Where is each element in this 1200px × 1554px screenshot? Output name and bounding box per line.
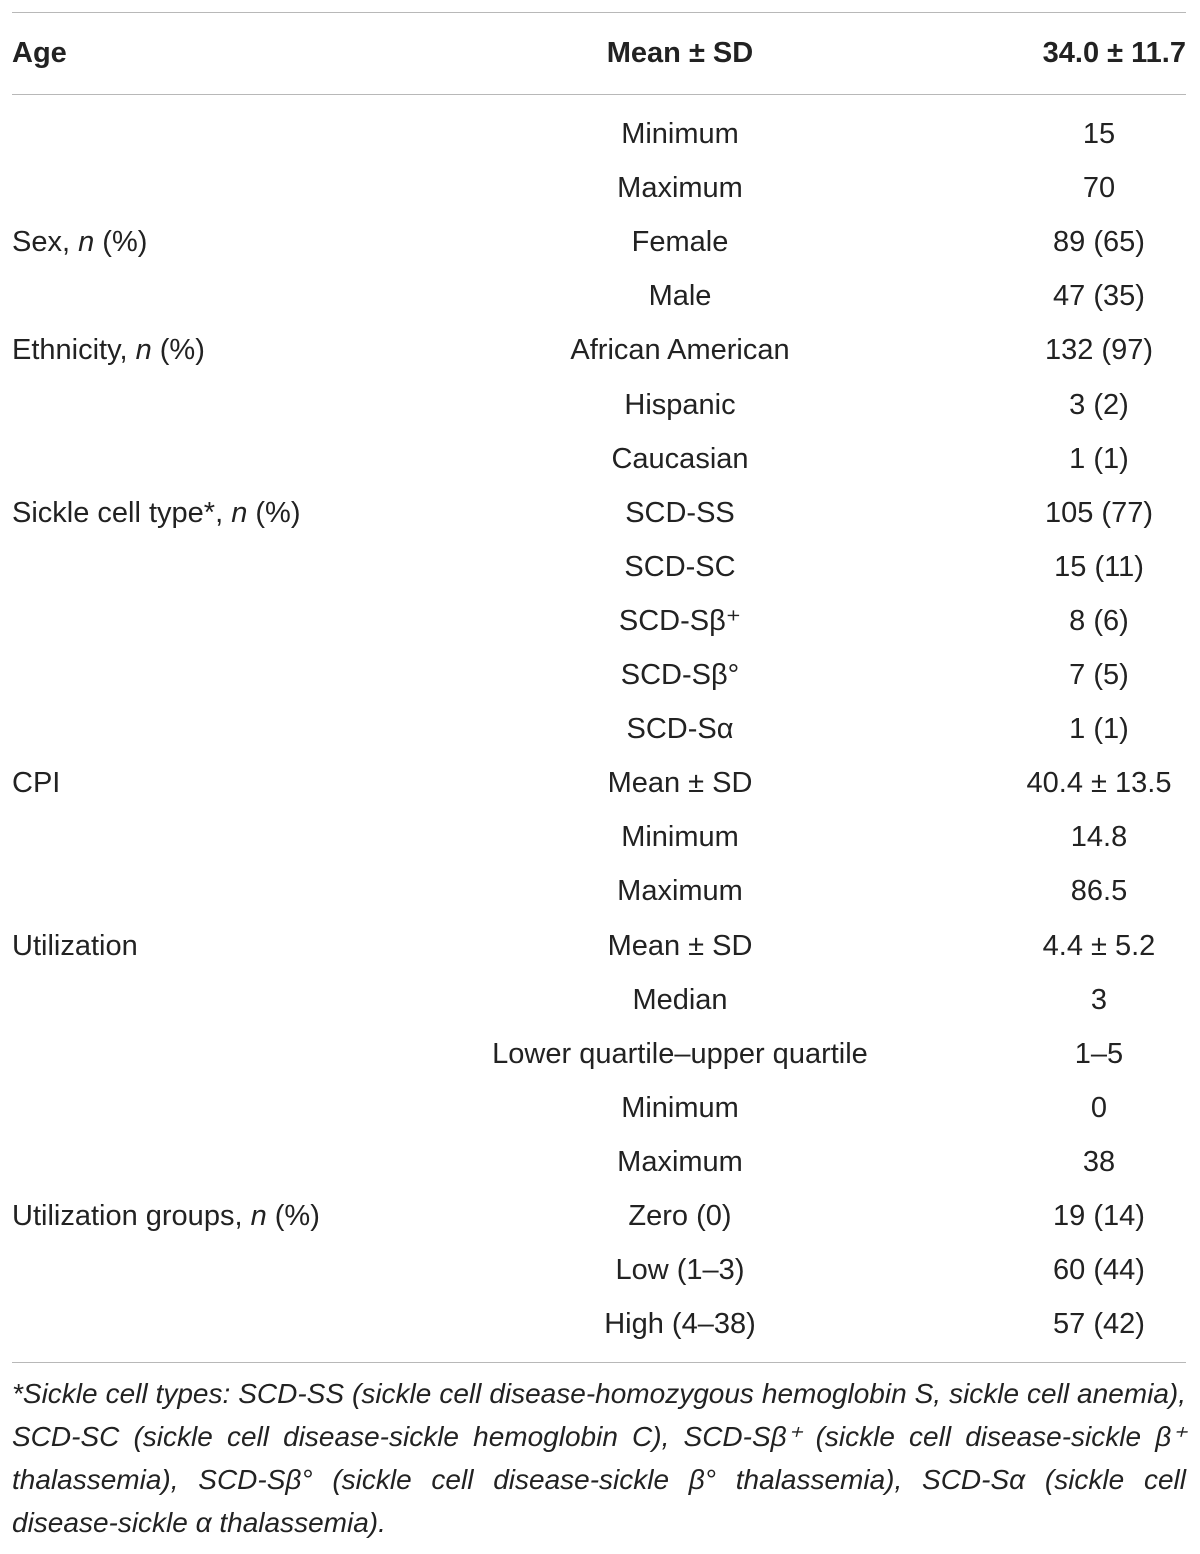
footnote: *Sickle cell types: SCD-SS (sickle cell disease-homozygous hemoglobin S, sickle cell anemia), SCD-SC (sickle cell disease-sickle hemoglobin C), SCD-Sβ⁺ (sickle cell disease-sickle β⁺ thalassemia), SCD-Sβ° (sickle cell disease-sickle β° thalassemia), SCD-Sα (sickle cell disease-sickle α thalassemia). (12, 1378, 1186, 1538)
header-age: Age (12, 37, 67, 69)
row-value: 8 (6) (1069, 604, 1129, 637)
table-row (0, 269, 1200, 323)
table-row (0, 1081, 1200, 1135)
row-category: Ethnicity, n (%) (12, 334, 205, 367)
row-statistic: Caucasian (611, 442, 749, 475)
table-row (0, 1135, 1200, 1189)
row-value: 60 (44) (1053, 1254, 1145, 1287)
row-value: 70 (1082, 172, 1116, 205)
row-value: 7 (5) (1069, 659, 1129, 691)
row-value: 14.8 (1070, 821, 1128, 854)
row-value: 86.5 (1070, 875, 1128, 908)
row-value: 47 (35) (1053, 280, 1145, 313)
row-statistic: SCD-Sβ° (620, 659, 740, 691)
row-statistic: Maximum (617, 1145, 743, 1178)
row-statistic: African American (570, 334, 790, 367)
row-category: Utilization (12, 929, 138, 962)
header-statistic: Mean ± SD (606, 37, 754, 69)
row-category: Sickle cell type*, n (%) (12, 496, 301, 529)
table-row (0, 973, 1200, 1027)
row-statistic: Lower quartile–upper quartile (492, 1037, 868, 1070)
top-rule (12, 12, 1186, 13)
row-statistic: Mean ± SD (607, 767, 753, 800)
table-row (0, 378, 1200, 432)
row-statistic: Male (648, 280, 712, 313)
table-row (0, 323, 1200, 377)
row-category: CPI (12, 767, 61, 800)
row-value: 4.4 ± 5.2 (1042, 929, 1156, 962)
row-statistic: Zero (0) (628, 1200, 732, 1232)
table-row (0, 1297, 1200, 1351)
header-rule (12, 94, 1186, 95)
row-statistic: SCD-SS (625, 496, 735, 529)
row-value: 15 (11) (1054, 550, 1144, 583)
header-value: 34.0 ± 11.7 (1042, 37, 1186, 69)
row-value: 132 (97) (1044, 334, 1153, 367)
table-row (0, 810, 1200, 864)
table-row (0, 432, 1200, 486)
row-statistic: Maximum (617, 875, 743, 908)
header-row (0, 26, 1200, 80)
table-row (0, 215, 1200, 269)
row-statistic: Median (632, 983, 728, 1016)
row-value: 1–5 (1074, 1037, 1124, 1070)
row-statistic: Minimum (621, 118, 739, 150)
row-statistic: Female (631, 226, 729, 259)
row-statistic: High (4–38) (604, 1308, 756, 1341)
row-value: 19 (14) (1053, 1200, 1145, 1232)
row-value: 38 (1082, 1145, 1116, 1178)
row-statistic: Low (1–3) (615, 1254, 745, 1287)
table-row (0, 540, 1200, 594)
row-statistic: Hispanic (624, 388, 736, 421)
table-row (0, 1243, 1200, 1297)
row-statistic: Mean ± SD (607, 929, 753, 962)
row-value: 105 (77) (1044, 496, 1153, 529)
row-statistic: SCD-Sα (626, 713, 734, 746)
row-value: 57 (42) (1053, 1308, 1145, 1341)
table-row (0, 702, 1200, 756)
row-statistic: Minimum (621, 821, 739, 854)
row-category: Sex, n (%) (12, 226, 148, 259)
row-value: 40.4 ± 13.5 (1026, 767, 1172, 800)
table-row (0, 1027, 1200, 1081)
row-value: 0 (1090, 1091, 1108, 1124)
row-value: 1 (1) (1069, 713, 1129, 746)
table-row (0, 107, 1200, 161)
table-row (0, 864, 1200, 918)
bottom-rule (12, 1362, 1186, 1363)
table-row (0, 919, 1200, 973)
table-row (0, 1189, 1200, 1243)
row-value: 3 (1090, 983, 1108, 1016)
row-value: 1 (1) (1069, 442, 1129, 475)
row-value: 3 (2) (1069, 388, 1129, 421)
row-statistic: SCD-Sβ⁺ (618, 604, 742, 637)
table-row (0, 648, 1200, 702)
table-row (0, 486, 1200, 540)
row-value: 15 (1082, 118, 1116, 150)
row-statistic: Maximum (617, 172, 743, 205)
table-row (0, 161, 1200, 215)
row-value: 89 (65) (1053, 226, 1145, 259)
row-category: Utilization groups, n (%) (12, 1200, 320, 1232)
table-row (0, 756, 1200, 810)
row-statistic: Minimum (621, 1091, 739, 1124)
row-statistic: SCD-SC (624, 550, 736, 583)
table-row (0, 594, 1200, 648)
